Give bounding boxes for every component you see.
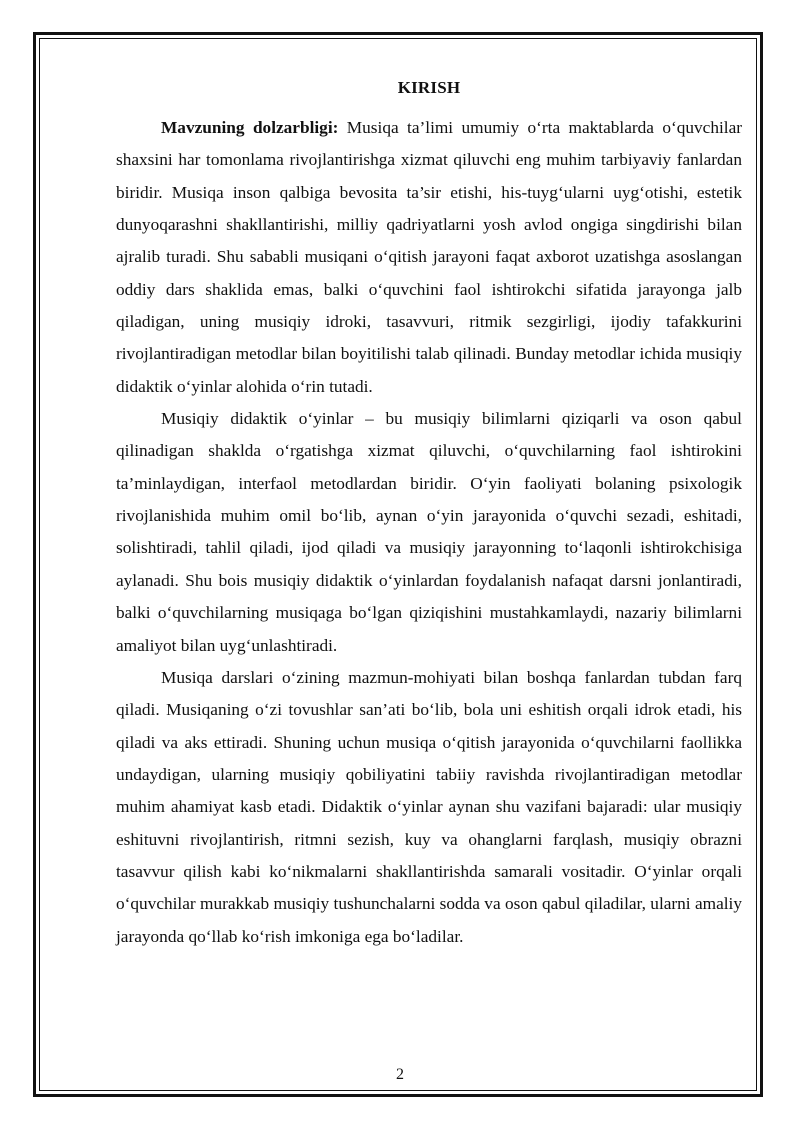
paragraph-didactic-games <box>116 403 742 662</box>
section-heading: KIRISH <box>397 78 461 97</box>
paragraph-body: Musiqa darslari o‘zining mazmun-mohiyati bilan boshqa fanlardan tubdan farq qiladi. Musiqaning o‘zi tovushlar san’ati bo‘lib, bola uni eshitish orqali idrok etadi, his qiladi va aks ettiradi. Shuning uchun musiqa o‘qitish jarayonida o‘quvchilarni faollikka undaydigan, ularning musiqiy qobiliyatini tabiiy ravishda rivojlantiradigan metodlar muhim ahamiyat kasb etadi. Didaktik o‘yinlar aynan shu vazifani bajaradi: ular musiqiy eshituvni rivojlantirish, ritmni sezish, kuy va ohanglarni farqlash, musiqiy obrazni tasavvur qilish kabi ko‘nikmalarni shakllantirishda samarali vositadir. O‘yinlar orqali o‘quvchilar murakkab musiqiy tushunchalarni sodda va oson qabul qiladilar, ularni amaliy jarayonda qo‘llab ko‘rish imkoniga ega bo‘ladilar. <box>116 667 742 946</box>
paragraph-relevance <box>116 112 742 403</box>
page-content <box>116 74 742 953</box>
paragraph-body: Musiqa ta’limi umumiy o‘rta maktablarda o‘quvchilar shaxsini har tomonlama rivojlantirishga xizmat qiluvchi eng muhim tarbiyaviy fanlardan biridir. Musiqa inson qalbiga bevosita ta’sir etishi, his-tuyg‘ularni uyg‘otishi, estetik dunyoqarashni shakllantirishi, milliy qadriyatlarni yosh avlod ongiga singdirishi bilan ajralib turadi. Shu sababli musiqani o‘qitish jarayoni faqat axborot uzatishga asoslangan oddiy dars shaklida emas, balki o‘quvchini faol ishtirokchi sifatida jarayonga jalb qiladigan, uning musiqiy idroki, tasavvuri, ritmik sezgirligi, ijodiy tafakkurini rivojlantiradigan metodlar bilan boyitilishi talab qilinadi. Bunday metodlar ichida musiqiy didaktik o‘yinlar alohida o‘rin tutadi. <box>116 118 742 396</box>
paragraph-music-lessons <box>116 662 742 953</box>
page-number: 2 <box>396 1066 404 1083</box>
paragraph-body: Musiqiy didaktik o‘yinlar – bu musiqiy bilimlarni qiziqarli va oson qabul qilinadigan shaklda o‘rgatishga xizmat qiluvchi, o‘quvchilarning faol ishtirokini ta’minlaydigan, interfaol metodlardan biridir. O‘yin faoliyati bolaning psixologik rivojlanishida muhim omil bo‘lib, aynan o‘yin jarayonida o‘quvchi sezadi, eshitadi, solishtiradi, tahlil qiladi, ijod qiladi va musiqiy jarayonning to‘laqonli ishtirokchisiga aylanadi. Shu bois musiqiy didaktik o‘yinlardan foydalanish nafaqat darsni jonlantiradi, balki o‘quvchilarning musiqaga bo‘lgan qiziqishini mustahkamlaydi, nazariy bilimlarni amaliyot bilan uyg‘unlashtiradi. <box>116 409 742 655</box>
paragraph-lead: Mavzuning dolzarbligi: <box>161 118 339 137</box>
